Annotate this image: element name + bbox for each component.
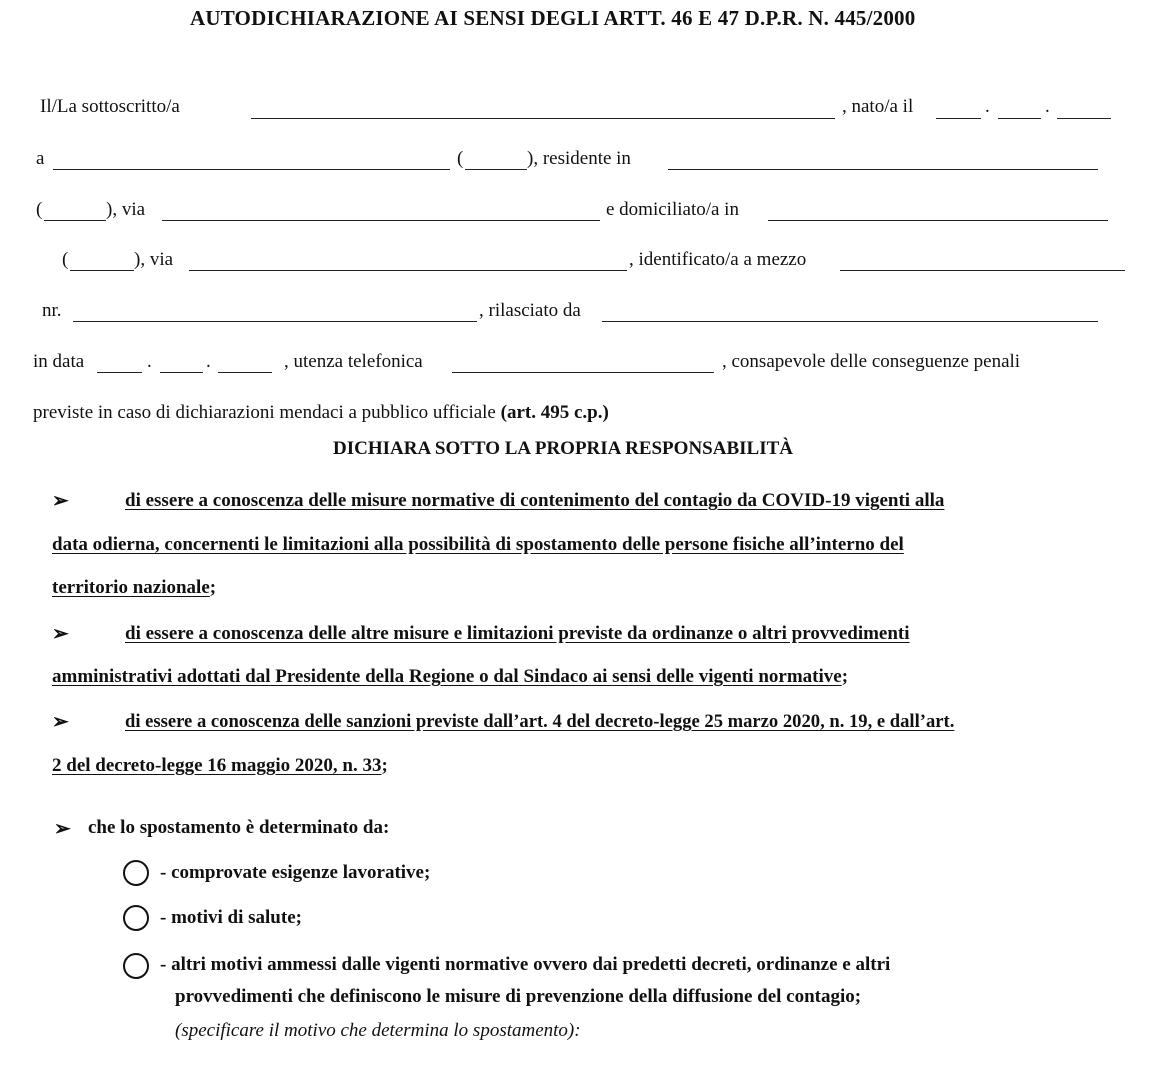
label-in-data: in data [33,351,85,372]
field-provincia-residenza[interactable] [44,202,106,221]
option-motivi-salute: - motivi di salute; [160,907,302,928]
field-telefono[interactable] [452,354,714,373]
label-utenza: , utenza telefonica [284,351,423,372]
label-domiciliato: e domiciliato/a in [606,199,739,220]
label-nato: , nato/a il [842,96,914,117]
bullet-3-line-2-text: 2 del decreto-legge 16 maggio 2020, n. 33 [52,755,382,776]
bullet-2-line-2 [52,666,848,688]
field-provincia-domicilio[interactable] [70,252,134,271]
arrow-bullet-icon: ➢ [54,818,71,840]
semicolon: ; [209,577,217,598]
label-nr: nr. [42,300,62,321]
bullet-1-line-1: di essere a conoscenza delle misure normative di contenimento del contagio da COVID-19 vigenti alla [125,490,945,511]
label-via: ), via [134,249,174,270]
label-a: a [36,148,45,169]
field-nascita-giorno[interactable] [936,100,981,119]
bullet-1-line-3 [52,577,216,599]
date-separator: . [147,351,152,372]
open-paren: ( [457,148,464,169]
field-rilascio-mese[interactable] [160,354,203,373]
label-identificato: , identificato/a a mezzo [629,249,807,270]
bullet-2-line-2-text: amministrativi adottati dal Presidente della Regione o dal Sindaco ai sensi delle vigenti normative [52,666,842,687]
arrow-bullet-icon: ➢ [52,490,69,512]
bullet-3-line-1: di essere a conoscenza delle sanzioni previste dall’art. 4 del decreto-legge 25 marzo 2020, n. 19, e dall’art. [125,711,955,732]
field-provincia-nascita[interactable] [465,151,527,170]
label-residente: ), residente in [527,148,631,169]
date-separator: . [1045,96,1050,117]
semicolon: ; [841,666,849,687]
label-sottoscritto: Il/La sottoscritto/a [40,96,180,117]
field-via-residenza[interactable] [162,202,600,221]
field-rilascio-giorno[interactable] [97,354,142,373]
radio-altri-motivi[interactable] [123,953,149,979]
field-rilasciato-da[interactable] [602,303,1098,322]
field-documento[interactable] [840,252,1125,271]
date-separator: . [985,96,990,117]
field-domicilio[interactable] [768,202,1108,221]
bullet-3-line-2 [52,755,388,777]
option-altri-motivi-line-1: - altri motivi ammessi dalle vigenti normative ovvero dai predetti decreti, ordinanze e altri [160,954,891,975]
document-title: AUTODICHIARAZIONE AI SENSI DEGLI ARTT. 46 E 47 D.P.R. N. 445/2000 [190,6,916,30]
label-consapevole: , consapevole delle conseguenze penali [722,351,1021,372]
open-paren: ( [36,199,43,220]
spostamento-intro: che lo spostamento è determinato da: [88,817,390,838]
field-numero-documento[interactable] [73,303,477,322]
arrow-bullet-icon: ➢ [52,711,69,733]
text-previste [33,402,609,424]
bullet-2-line-1: di essere a conoscenza delle altre misure e limitazioni previste da ordinanze o altri provvedimenti [125,623,910,644]
field-residenza[interactable] [668,151,1098,170]
bullet-1-line-3-text: territorio nazionale [52,577,210,598]
field-nascita-anno[interactable] [1057,100,1111,119]
label-via: ), via [106,199,146,220]
option-altri-motivi-note: (specificare il motivo che determina lo spostamento): [175,1020,581,1041]
radio-motivi-salute[interactable] [123,905,149,931]
option-esigenze-lavorative: - comprovate esigenze lavorative; [160,862,431,883]
text-previste-normal: previste in caso di dichiarazioni mendaci a pubblico ufficiale [33,402,496,423]
field-nome[interactable] [251,100,835,119]
field-rilascio-anno[interactable] [218,354,272,373]
bullet-1-line-2: data odierna, concernenti le limitazioni alla possibilità di spostamento delle persone fisiche all’interno del [52,534,904,555]
field-nascita-mese[interactable] [998,100,1041,119]
field-luogo-nascita[interactable] [53,151,450,170]
radio-esigenze-lavorative[interactable] [123,860,149,886]
semicolon: ; [381,755,388,776]
open-paren: ( [62,249,69,270]
label-rilasciato: , rilasciato da [479,300,581,321]
arrow-bullet-icon: ➢ [52,623,69,645]
option-altri-motivi-line-2: provvedimenti che definiscono le misure di prevenzione della diffusione del contagio; [175,986,862,1007]
date-separator: . [206,351,211,372]
field-via-domicilio[interactable] [189,252,627,271]
dichiara-heading: DICHIARA SOTTO LA PROPRIA RESPONSABILITÀ [333,438,793,459]
text-art-495: (art. 495 c.p.) [500,402,609,423]
